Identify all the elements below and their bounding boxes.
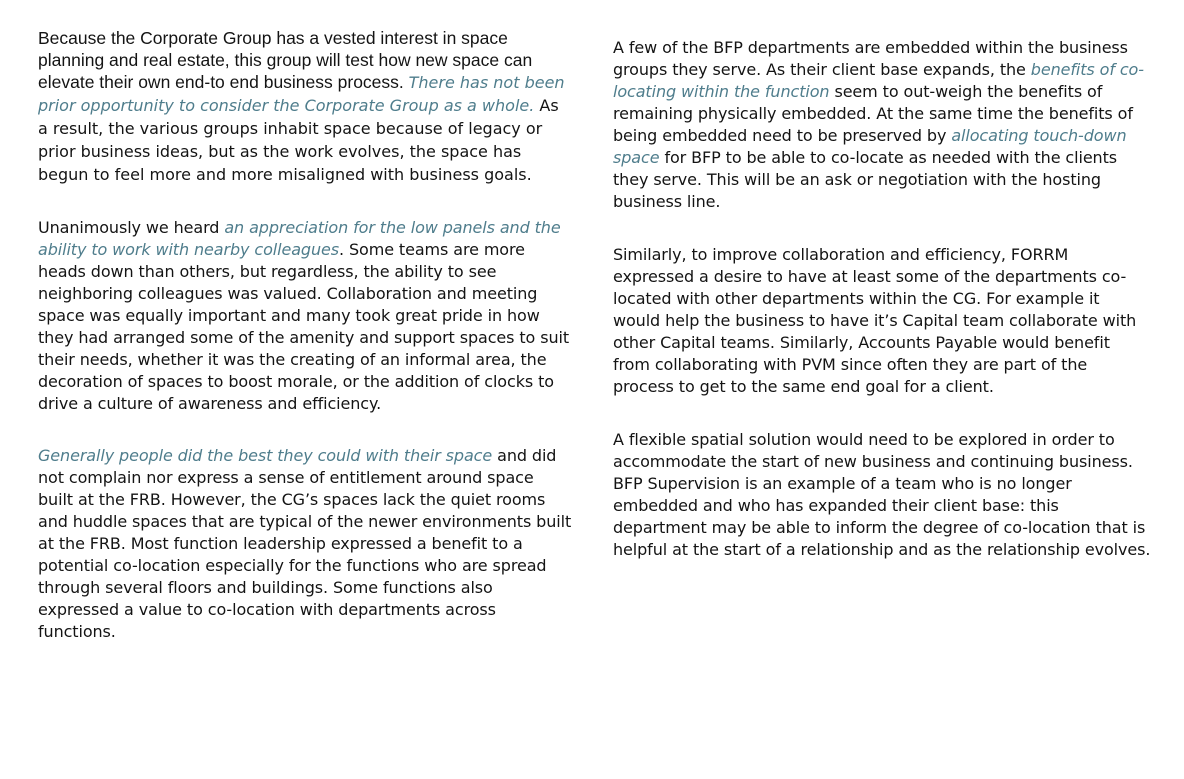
paragraph-text: Because the Corporate Group has a vested interest in space planning and real estate, this group will test how new space can elevate their own end-to end business process. (38, 28, 533, 92)
paragraph-flexible-solution: A flexible spatial solution would need to be explored in order to accommodate the start of new business and continuing business. BFP Supervision is an example of a team who is no longer embedded and who has expanded their client base: this department may be able to inform the degree of co-location that is helpful at the start of a relationship and as the relationship evolves. (613, 430, 1151, 559)
paragraph-text: and did not complain nor express a sense of entitlement around space built at the FRB. However, the CG’s spaces lack the quiet rooms and huddle spaces that are typical of the newer environments built at the FRB. Most function leadership expressed a benefit to a potential co-location especially for the functions who are spread through several floors and buildings. Some functions also expressed a value to co-location with departments across functions. (38, 446, 572, 641)
paragraph-best-with-space (38, 445, 572, 643)
highlighted-phrase: an appreciation for the low panels and the ability to work with nearby colleagues (38, 218, 561, 259)
left-column (38, 27, 572, 643)
right-column (613, 37, 1151, 561)
paragraph-text: . Some teams are more heads down than others, but regardless, the ability to see neighboring colleagues was valued. Collaboration and meeting space was equally important and many took great pride in how they had arranged some of the amenity and support spaces to suit their needs, whether it was the creating of an informal area, the decoration of spaces to boost morale, or the addition of clocks to drive a culture of awareness and efficiency. (38, 240, 570, 413)
paragraph-text: seem to out-weigh the benefits of remaining physically embedded. At the same time the benefits of being embedded need to be preserved by (613, 82, 1133, 145)
paragraph-low-panels (38, 217, 572, 415)
paragraph-bfp-embedded (613, 37, 1151, 213)
highlighted-phrase: There has not been prior opportunity to consider the Corporate Group as a whole. (38, 73, 565, 115)
paragraph-forrm: Similarly, to improve collaboration and efficiency, FORRM expressed a desire to have at least some of the departments co-located with other departments within the CG. For example it would help the business to have it’s Capital team collaborate with other Capital teams. Similarly, Accounts Payable would benefit from collaborating with PVM since often they are part of the process to get to the same end goal for a client. (613, 245, 1137, 396)
paragraph-text: for BFP to be able to co-locate as needed with the clients they serve. This will be an ask or negotiation with the hosting business line. (613, 148, 1118, 211)
paragraph-corporate-group (38, 27, 572, 186)
highlighted-phrase: Generally people did the best they could with their space (38, 446, 493, 465)
paragraph-text: As a result, the various groups inhabit space because of legacy or prior business ideas, but as the work evolves, the space has begun to feel more and more misaligned with business goals. (38, 96, 559, 184)
paragraph-text: Unanimously we heard (38, 218, 225, 237)
highlighted-phrase: allocating touch-down space (613, 126, 1127, 167)
highlighted-phrase: benefits of co-locating within the function (613, 60, 1144, 101)
paragraph-text: A few of the BFP departments are embedded within the business groups they serve. As their client base expands, the (613, 38, 1128, 79)
